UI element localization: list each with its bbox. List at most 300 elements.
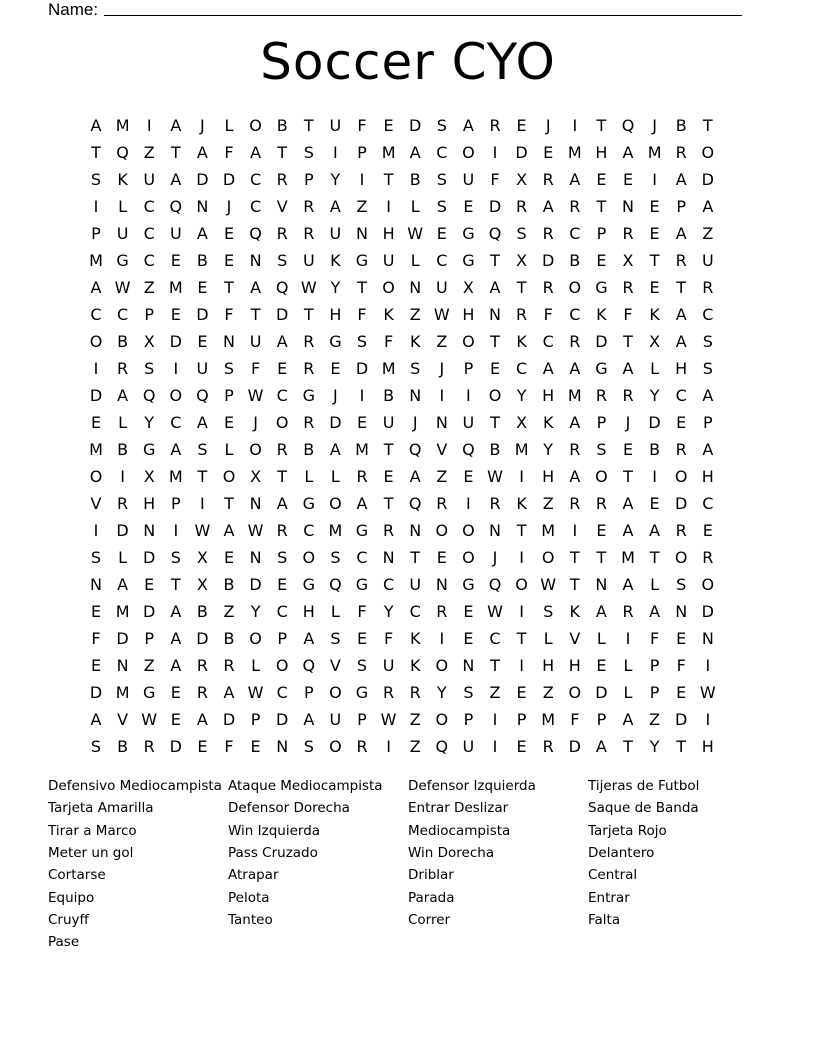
grid-letter[interactable]: R xyxy=(516,305,528,324)
grid-letter[interactable]: P xyxy=(277,629,288,648)
grid-letter[interactable]: D xyxy=(542,251,555,270)
grid-letter[interactable]: O xyxy=(222,467,236,486)
grid-letter[interactable]: F xyxy=(357,602,367,621)
grid-letter[interactable]: W xyxy=(247,683,264,702)
grid-letter[interactable]: O xyxy=(329,683,342,702)
grid-letter[interactable]: N xyxy=(435,413,448,432)
grid-letter[interactable]: A xyxy=(303,629,315,648)
grid-letter[interactable]: E xyxy=(277,575,288,594)
grid-letter[interactable]: P xyxy=(144,629,155,648)
grid-letter[interactable]: K xyxy=(542,413,554,432)
grid-letter[interactable]: T xyxy=(676,278,687,297)
grid-letter[interactable]: R xyxy=(276,224,288,243)
grid-letter[interactable]: I xyxy=(386,737,391,756)
grid-letter[interactable]: J xyxy=(439,359,445,378)
grid-letter[interactable]: C xyxy=(250,197,262,216)
grid-letter[interactable]: E xyxy=(90,602,102,621)
grid-letter[interactable]: S xyxy=(676,575,687,594)
grid-letter[interactable]: E xyxy=(170,710,181,729)
grid-letter[interactable]: I xyxy=(359,170,365,189)
grid-letter[interactable]: M xyxy=(541,521,556,540)
grid-letter[interactable]: N xyxy=(249,548,262,567)
grid-letter[interactable]: O xyxy=(89,332,103,351)
grid-letter[interactable]: F xyxy=(357,305,367,324)
grid-letter[interactable]: R xyxy=(542,170,554,189)
grid-letter[interactable]: R xyxy=(622,278,634,297)
grid-letter[interactable]: U xyxy=(196,359,209,378)
grid-letter[interactable]: D xyxy=(222,170,236,189)
grid-letter[interactable]: E xyxy=(356,413,368,432)
grid-letter[interactable]: R xyxy=(196,683,208,702)
grid-letter[interactable]: R xyxy=(383,683,395,702)
grid-letter[interactable]: C xyxy=(409,602,421,621)
grid-letter[interactable]: F xyxy=(383,629,394,648)
grid-letter[interactable]: F xyxy=(383,332,394,351)
grid-letter[interactable]: A xyxy=(409,467,421,486)
grid-letter[interactable]: A xyxy=(329,197,341,216)
grid-letter[interactable]: R xyxy=(409,683,421,702)
grid-letter[interactable]: L xyxy=(410,251,420,270)
grid-letter[interactable]: F xyxy=(357,116,367,135)
grid-letter[interactable]: M xyxy=(621,548,635,567)
grid-letter[interactable]: G xyxy=(142,683,156,702)
grid-letter[interactable]: A xyxy=(117,575,129,594)
grid-letter[interactable]: H xyxy=(568,656,581,675)
grid-letter[interactable]: Q xyxy=(249,224,262,243)
grid-letter[interactable]: U xyxy=(302,251,315,270)
grid-letter[interactable]: L xyxy=(224,116,234,135)
grid-letter[interactable]: S xyxy=(516,224,527,243)
grid-letter[interactable]: S xyxy=(170,548,181,567)
grid-letter[interactable]: H xyxy=(701,467,714,486)
grid-letter[interactable]: O xyxy=(169,386,183,405)
grid-letter[interactable]: E xyxy=(170,305,181,324)
grid-letter[interactable]: W xyxy=(540,575,557,594)
grid-letter[interactable]: R xyxy=(675,143,687,162)
grid-letter[interactable]: W xyxy=(699,683,716,702)
grid-letter[interactable]: P xyxy=(250,710,261,729)
grid-letter[interactable]: T xyxy=(516,278,527,297)
grid-letter[interactable]: L xyxy=(623,683,633,702)
grid-letter[interactable]: I xyxy=(359,386,365,405)
grid-letter[interactable]: P xyxy=(303,170,314,189)
grid-letter[interactable]: E xyxy=(90,413,102,432)
grid-letter[interactable]: S xyxy=(90,548,102,567)
grid-letter[interactable]: T xyxy=(170,575,181,594)
grid-letter[interactable]: T xyxy=(277,143,288,162)
grid-letter[interactable]: C xyxy=(569,224,581,243)
grid-letter[interactable]: Z xyxy=(409,305,421,324)
grid-letter[interactable]: D xyxy=(222,710,236,729)
grid-letter[interactable]: S xyxy=(90,737,102,756)
grid-letter[interactable]: H xyxy=(382,224,395,243)
grid-letter[interactable]: C xyxy=(675,386,687,405)
grid-letter[interactable]: H xyxy=(701,737,714,756)
grid-letter[interactable]: U xyxy=(143,170,156,189)
grid-letter[interactable]: A xyxy=(595,602,607,621)
grid-letter[interactable]: P xyxy=(596,413,607,432)
grid-letter[interactable]: T xyxy=(383,440,394,459)
grid-letter[interactable]: Z xyxy=(436,467,448,486)
grid-letter[interactable]: R xyxy=(542,737,554,756)
grid-letter[interactable]: E xyxy=(596,656,607,675)
grid-letter[interactable]: D xyxy=(515,143,528,162)
grid-letter[interactable]: P xyxy=(357,143,367,162)
grid-letter[interactable]: H xyxy=(329,305,342,324)
grid-letter[interactable]: T xyxy=(702,116,713,135)
grid-letter[interactable]: N xyxy=(409,278,422,297)
grid-letter[interactable]: C xyxy=(702,494,714,513)
grid-letter[interactable]: O xyxy=(515,575,528,594)
grid-letter[interactable]: S xyxy=(277,251,288,270)
grid-letter[interactable]: T xyxy=(197,467,208,486)
grid-letter[interactable]: E xyxy=(383,116,394,135)
grid-letter[interactable]: Z xyxy=(542,494,554,513)
grid-letter[interactable]: N xyxy=(435,575,448,594)
grid-letter[interactable]: E xyxy=(197,278,208,297)
grid-letter[interactable]: I xyxy=(519,656,524,675)
grid-letter[interactable]: T xyxy=(676,737,687,756)
grid-letter[interactable]: E xyxy=(463,602,474,621)
grid-letter[interactable]: S xyxy=(543,602,554,621)
grid-letter[interactable]: A xyxy=(622,575,634,594)
grid-letter[interactable]: P xyxy=(596,224,607,243)
grid-letter[interactable]: J xyxy=(200,116,205,135)
grid-letter[interactable]: X xyxy=(196,575,208,594)
grid-letter[interactable]: N xyxy=(223,332,235,351)
grid-letter[interactable]: E xyxy=(90,656,102,675)
grid-letter[interactable]: N xyxy=(116,656,129,675)
grid-letter[interactable]: T xyxy=(569,575,580,594)
grid-letter[interactable]: X xyxy=(196,548,208,567)
grid-letter[interactable]: M xyxy=(328,521,343,540)
grid-letter[interactable]: U xyxy=(435,278,448,297)
grid-letter[interactable]: R xyxy=(303,224,315,243)
grid-letter[interactable]: Z xyxy=(436,332,448,351)
grid-letter[interactable]: P xyxy=(91,224,101,243)
grid-letter[interactable]: R xyxy=(303,413,315,432)
grid-letter[interactable]: O xyxy=(435,521,449,540)
grid-letter[interactable]: S xyxy=(144,359,155,378)
grid-letter[interactable]: S xyxy=(436,170,447,189)
grid-letter[interactable]: E xyxy=(676,413,687,432)
grid-letter[interactable]: R xyxy=(675,251,687,270)
grid-letter[interactable]: F xyxy=(543,305,553,324)
grid-letter[interactable]: B xyxy=(223,575,235,594)
grid-letter[interactable]: V xyxy=(117,710,129,729)
grid-letter[interactable]: O xyxy=(329,737,342,756)
grid-letter[interactable]: Y xyxy=(330,278,341,297)
grid-letter[interactable]: F xyxy=(676,656,686,675)
grid-letter[interactable]: D xyxy=(89,683,103,702)
grid-letter[interactable]: N xyxy=(249,494,262,513)
grid-letter[interactable]: D xyxy=(276,305,289,324)
grid-letter[interactable]: N xyxy=(675,602,688,621)
grid-letter[interactable]: R xyxy=(622,602,634,621)
grid-letter[interactable]: Q xyxy=(408,494,422,513)
grid-letter[interactable]: O xyxy=(595,467,608,486)
grid-letter[interactable]: T xyxy=(410,548,421,567)
grid-letter[interactable]: R xyxy=(303,332,315,351)
grid-letter[interactable]: M xyxy=(541,710,556,729)
grid-letter[interactable]: A xyxy=(409,143,421,162)
grid-letter[interactable]: R xyxy=(516,197,528,216)
grid-letter[interactable]: S xyxy=(277,548,288,567)
grid-letter[interactable]: M xyxy=(647,143,662,162)
grid-letter[interactable]: D xyxy=(701,602,714,621)
grid-letter[interactable]: C xyxy=(542,332,554,351)
grid-letter[interactable]: R xyxy=(569,440,581,459)
grid-letter[interactable]: A xyxy=(649,521,661,540)
grid-letter[interactable]: H xyxy=(542,467,555,486)
grid-letter[interactable]: E xyxy=(223,224,235,243)
grid-letter[interactable]: R xyxy=(356,737,368,756)
grid-letter[interactable]: T xyxy=(596,197,607,216)
grid-letter[interactable]: B xyxy=(489,440,501,459)
grid-letter[interactable]: E xyxy=(596,251,607,270)
grid-letter[interactable]: R xyxy=(675,440,687,459)
grid-letter[interactable]: K xyxy=(409,629,421,648)
grid-letter[interactable]: S xyxy=(463,683,474,702)
grid-letter[interactable]: R xyxy=(595,494,607,513)
grid-letter[interactable]: V xyxy=(90,494,102,513)
grid-letter[interactable]: A xyxy=(356,494,368,513)
grid-letter[interactable]: W xyxy=(433,305,450,324)
grid-letter[interactable]: C xyxy=(702,305,714,324)
grid-letter[interactable]: S xyxy=(303,737,314,756)
grid-letter[interactable]: E xyxy=(489,359,501,378)
grid-letter[interactable]: P xyxy=(596,710,607,729)
grid-letter[interactable]: B xyxy=(675,116,687,135)
grid-letter[interactable]: K xyxy=(596,305,607,324)
grid-letter[interactable]: E xyxy=(463,197,474,216)
grid-letter[interactable]: Z xyxy=(489,683,501,702)
grid-letter[interactable]: H xyxy=(675,359,688,378)
grid-letter[interactable]: E xyxy=(223,548,235,567)
grid-letter[interactable]: A xyxy=(622,359,634,378)
grid-letter[interactable]: E xyxy=(596,170,607,189)
grid-letter[interactable]: B xyxy=(117,332,129,351)
grid-letter[interactable]: A xyxy=(170,170,182,189)
grid-letter[interactable]: J xyxy=(625,413,631,432)
grid-letter[interactable]: O xyxy=(701,143,715,162)
grid-letter[interactable]: E xyxy=(463,467,474,486)
grid-letter[interactable]: Z xyxy=(356,197,368,216)
grid-letter[interactable]: Q xyxy=(196,386,209,405)
grid-letter[interactable]: K xyxy=(117,170,128,189)
grid-letter[interactable]: S xyxy=(702,332,713,351)
grid-letter[interactable]: M xyxy=(115,683,130,702)
grid-letter[interactable]: A xyxy=(196,224,208,243)
grid-letter[interactable]: A xyxy=(622,494,634,513)
grid-letter[interactable]: R xyxy=(117,359,129,378)
grid-letter[interactable]: T xyxy=(357,278,367,297)
grid-letter[interactable]: E xyxy=(383,467,394,486)
grid-letter[interactable]: N xyxy=(409,386,422,405)
grid-letter[interactable]: A xyxy=(223,683,235,702)
grid-letter[interactable]: C xyxy=(303,521,315,540)
grid-letter[interactable]: T xyxy=(516,629,527,648)
grid-letter[interactable]: I xyxy=(93,521,99,540)
grid-letter[interactable]: R xyxy=(383,521,395,540)
grid-letter[interactable]: O xyxy=(435,656,449,675)
grid-letter[interactable]: J xyxy=(545,116,551,135)
grid-letter[interactable]: B xyxy=(303,440,315,459)
grid-letter[interactable]: C xyxy=(489,629,501,648)
grid-letter[interactable]: E xyxy=(596,521,607,540)
grid-letter[interactable]: A xyxy=(675,305,687,324)
grid-letter[interactable]: C xyxy=(276,683,288,702)
grid-letter[interactable]: D xyxy=(169,737,182,756)
grid-letter[interactable]: T xyxy=(649,548,660,567)
grid-letter[interactable]: S xyxy=(330,629,341,648)
grid-letter[interactable]: U xyxy=(462,737,475,756)
grid-letter[interactable]: A xyxy=(702,197,714,216)
grid-letter[interactable]: U xyxy=(116,224,129,243)
grid-letter[interactable]: X xyxy=(649,332,661,351)
grid-letter[interactable]: K xyxy=(569,602,581,621)
grid-letter[interactable]: A xyxy=(170,629,182,648)
grid-letter[interactable]: F xyxy=(224,737,234,756)
grid-letter[interactable]: B xyxy=(196,251,208,270)
grid-letter[interactable]: T xyxy=(623,467,633,486)
grid-letter[interactable]: Z xyxy=(223,602,235,621)
grid-letter[interactable]: D xyxy=(675,710,688,729)
grid-letter[interactable]: Y xyxy=(383,602,394,621)
grid-letter[interactable]: U xyxy=(701,251,714,270)
grid-letter[interactable]: E xyxy=(649,224,660,243)
grid-letter[interactable]: D xyxy=(595,683,608,702)
grid-letter[interactable]: E xyxy=(436,224,447,243)
grid-letter[interactable]: D xyxy=(196,629,209,648)
grid-letter[interactable]: P xyxy=(303,683,314,702)
grid-letter[interactable]: D xyxy=(196,305,209,324)
grid-letter[interactable]: W xyxy=(487,602,503,621)
grid-letter[interactable]: O xyxy=(568,278,582,297)
grid-letter[interactable]: T xyxy=(490,332,500,351)
grid-letter[interactable]: B xyxy=(569,251,581,270)
grid-letter[interactable]: Q xyxy=(116,143,129,162)
grid-letter[interactable]: P xyxy=(649,683,660,702)
grid-letter[interactable]: A xyxy=(622,710,634,729)
grid-letter[interactable]: A xyxy=(622,521,634,540)
grid-letter[interactable]: Q xyxy=(621,116,635,135)
grid-letter[interactable]: I xyxy=(439,629,445,648)
grid-letter[interactable]: C xyxy=(117,305,129,324)
grid-letter[interactable]: F xyxy=(623,305,633,324)
grid-letter[interactable]: W xyxy=(487,467,503,486)
grid-letter[interactable]: Z xyxy=(409,737,421,756)
grid-letter[interactable]: O xyxy=(275,413,289,432)
grid-letter[interactable]: D xyxy=(488,197,502,216)
grid-letter[interactable]: A xyxy=(649,602,661,621)
grid-letter[interactable]: X xyxy=(516,170,528,189)
grid-letter[interactable]: U xyxy=(462,170,475,189)
grid-letter[interactable]: S xyxy=(223,359,235,378)
grid-letter[interactable]: T xyxy=(490,656,500,675)
grid-letter[interactable]: D xyxy=(329,413,342,432)
grid-letter[interactable]: G xyxy=(595,278,608,297)
grid-letter[interactable]: A xyxy=(569,359,581,378)
grid-letter[interactable]: T xyxy=(303,305,314,324)
grid-letter[interactable]: O xyxy=(302,548,316,567)
grid-letter[interactable]: I xyxy=(705,710,711,729)
grid-letter[interactable]: Z xyxy=(702,224,714,243)
grid-letter[interactable]: C xyxy=(170,413,182,432)
grid-letter[interactable]: N xyxy=(196,197,209,216)
grid-letter[interactable]: T xyxy=(224,278,234,297)
grid-letter[interactable]: R xyxy=(303,197,315,216)
grid-letter[interactable]: Q xyxy=(302,656,316,675)
grid-letter[interactable]: R xyxy=(569,332,581,351)
grid-letter[interactable]: D xyxy=(595,332,608,351)
grid-letter[interactable]: N xyxy=(489,521,501,540)
grid-letter[interactable]: R xyxy=(356,467,368,486)
grid-letter[interactable]: I xyxy=(439,386,445,405)
grid-letter[interactable]: N xyxy=(276,737,289,756)
grid-letter[interactable]: Y xyxy=(330,170,341,189)
grid-letter[interactable]: Z xyxy=(143,143,155,162)
grid-letter[interactable]: I xyxy=(705,656,711,675)
grid-letter[interactable]: K xyxy=(649,305,660,324)
grid-letter[interactable]: F xyxy=(570,710,580,729)
grid-letter[interactable]: I xyxy=(519,602,524,621)
grid-letter[interactable]: E xyxy=(223,251,235,270)
grid-letter[interactable]: T xyxy=(490,413,500,432)
grid-letter[interactable]: M xyxy=(514,440,529,459)
grid-letter[interactable]: X xyxy=(462,278,474,297)
grid-letter[interactable]: R xyxy=(276,521,288,540)
grid-letter[interactable]: C xyxy=(516,359,528,378)
grid-letter[interactable]: O xyxy=(89,467,103,486)
grid-letter[interactable]: I xyxy=(120,467,125,486)
grid-letter[interactable]: A xyxy=(542,359,554,378)
grid-letter[interactable]: D xyxy=(701,170,714,189)
grid-letter[interactable]: R xyxy=(143,737,155,756)
grid-letter[interactable]: L xyxy=(330,602,340,621)
grid-letter[interactable]: O xyxy=(674,548,688,567)
grid-letter[interactable]: D xyxy=(409,116,422,135)
grid-letter[interactable]: E xyxy=(197,737,208,756)
grid-letter[interactable]: A xyxy=(170,116,182,135)
grid-letter[interactable]: K xyxy=(516,494,527,513)
grid-letter[interactable]: Q xyxy=(275,278,289,297)
grid-letter[interactable]: R xyxy=(276,170,288,189)
grid-letter[interactable]: I xyxy=(492,143,498,162)
grid-letter[interactable]: E xyxy=(676,629,687,648)
grid-letter[interactable]: Z xyxy=(649,710,661,729)
grid-letter[interactable]: A xyxy=(117,386,129,405)
grid-letter[interactable]: I xyxy=(333,143,338,162)
grid-letter[interactable]: P xyxy=(357,710,367,729)
grid-letter[interactable]: O xyxy=(541,548,555,567)
grid-letter[interactable]: X xyxy=(516,413,528,432)
grid-letter[interactable]: O xyxy=(462,332,475,351)
grid-letter[interactable]: D xyxy=(89,386,103,405)
grid-letter[interactable]: M xyxy=(168,467,183,486)
grid-letter[interactable]: C xyxy=(143,197,155,216)
grid-letter[interactable]: C xyxy=(436,251,448,270)
grid-letter[interactable]: L xyxy=(596,629,606,648)
grid-letter[interactable]: D xyxy=(249,575,262,594)
grid-letter[interactable]: W xyxy=(194,521,211,540)
grid-letter[interactable]: W xyxy=(407,224,424,243)
name-line[interactable] xyxy=(104,15,742,16)
grid-letter[interactable]: D xyxy=(355,359,369,378)
grid-letter[interactable]: L xyxy=(118,548,128,567)
grid-letter[interactable]: Y xyxy=(250,602,261,621)
grid-letter[interactable]: G xyxy=(595,359,608,378)
